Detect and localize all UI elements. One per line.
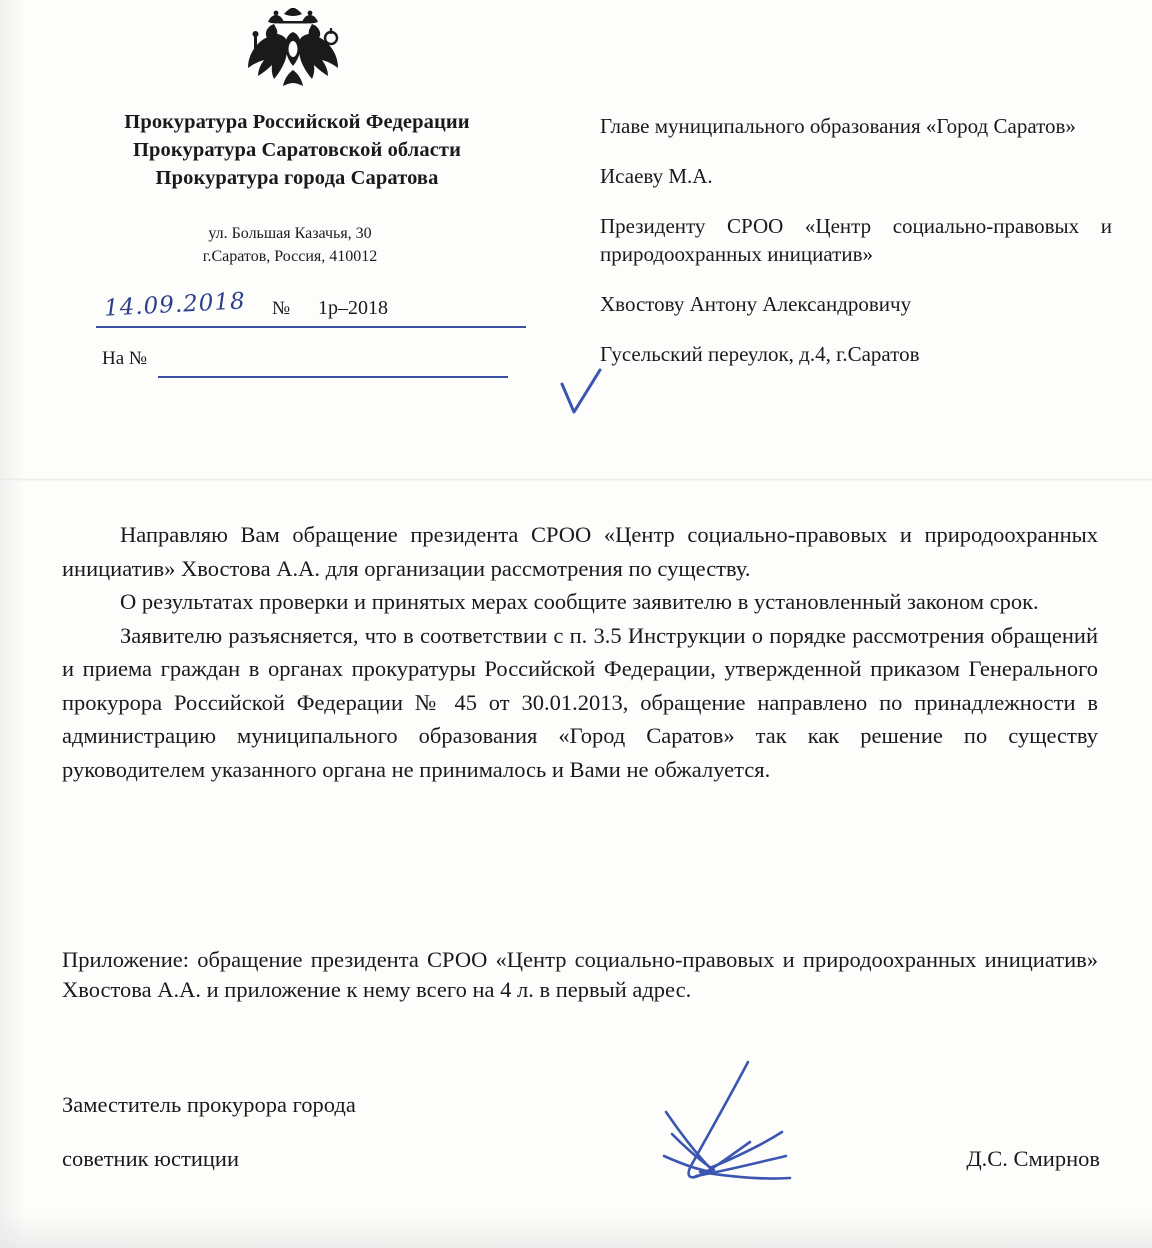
addressee-2-line-2: Хвостову Антону Александровичу — [600, 292, 912, 316]
handwritten-signature-icon — [600, 1060, 820, 1195]
reply-reference-row — [96, 348, 516, 380]
number-value: 1р–2018 — [318, 297, 388, 319]
sender-address-line-1: ул. Большая Казачья, 30 — [208, 225, 372, 242]
sender-address — [110, 222, 470, 268]
body-paragraph-2: О результатах проверки и принятых мерах сообщите заявителю в установленный законом срок. — [120, 589, 1039, 614]
scan-edge-shading-bottom — [0, 1212, 1152, 1248]
reference-rule — [96, 326, 526, 328]
sender-address-line-2: г.Саратов, Россия, 410012 — [202, 248, 378, 265]
addressee-2 — [600, 212, 1112, 268]
reply-label: На № — [102, 348, 148, 369]
signer-position-line-1: Заместитель прокурора города — [62, 1092, 356, 1117]
number-label: № — [272, 298, 291, 319]
body-paragraph-3: Заявителю разъясняется, что в соответствии с п. 3.5 Инструкции о порядке рассмотрения обращений и приема граждан в органах прокуратуры Российской Федерации, утвержденной приказом Генерального прокурора Российской Федерации № 45 от 30.01.2013, обращение направлено по принадлежности в администрацию муниципального образования «Город Саратов» так как решение по существу руководителем указанного органа не принималось и Вами не обжалуется. — [62, 622, 1098, 782]
addressee-block — [600, 112, 1112, 390]
org-line-2: Прокуратура Саратовской области — [133, 139, 461, 161]
addressee-2-name — [600, 290, 1112, 318]
handwritten-checkmark-icon — [558, 368, 604, 418]
addressee-2-line-1: Президенту СРОО «Центр социально-правовых и природоохранных инициатив» — [600, 214, 1112, 266]
scan-fold-line — [0, 478, 1152, 481]
russian-coat-of-arms-icon — [238, 8, 348, 100]
attachment-text: Приложение: обращение президента СРОО «Центр социально-правовых и природоохранных инициатив» Хвостова А.А. и приложение к нему всего на 4 л. в первый адрес. — [62, 947, 1098, 1002]
addressee-1 — [600, 112, 1112, 140]
org-line-3: Прокуратура города Саратова — [155, 167, 439, 189]
reference-row — [96, 288, 526, 328]
reply-rule — [158, 376, 508, 378]
letter-body — [62, 518, 1098, 786]
attachment-note — [62, 945, 1098, 1005]
signer-name: Д.С. Смирнов — [966, 1146, 1100, 1171]
org-line-1: Прокуратура Российской Федерации — [124, 111, 470, 133]
addressee-2-address-line: Гусельский переулок, д.4, г.Саратов — [600, 342, 920, 366]
handwritten-date: 14.09.2018 — [103, 288, 247, 322]
addressee-1-line-1: Главе муниципального образования «Город Саратов» — [600, 114, 1076, 138]
body-paragraph-1: Направляю Вам обращение президента СРОО «Центр социально-правовых и природоохранных инициатив» Хвостова А.А. для организации рассмотрения по существу. — [62, 522, 1098, 581]
addressee-1-line-2: Исаеву М.А. — [600, 164, 713, 188]
addressee-1-name — [600, 162, 1112, 190]
letterhead — [62, 108, 532, 192]
addressee-2-address — [600, 340, 1112, 368]
scan-edge-shading-left — [0, 0, 26, 1248]
signer-position-line-2: советник юстиции — [62, 1146, 239, 1171]
